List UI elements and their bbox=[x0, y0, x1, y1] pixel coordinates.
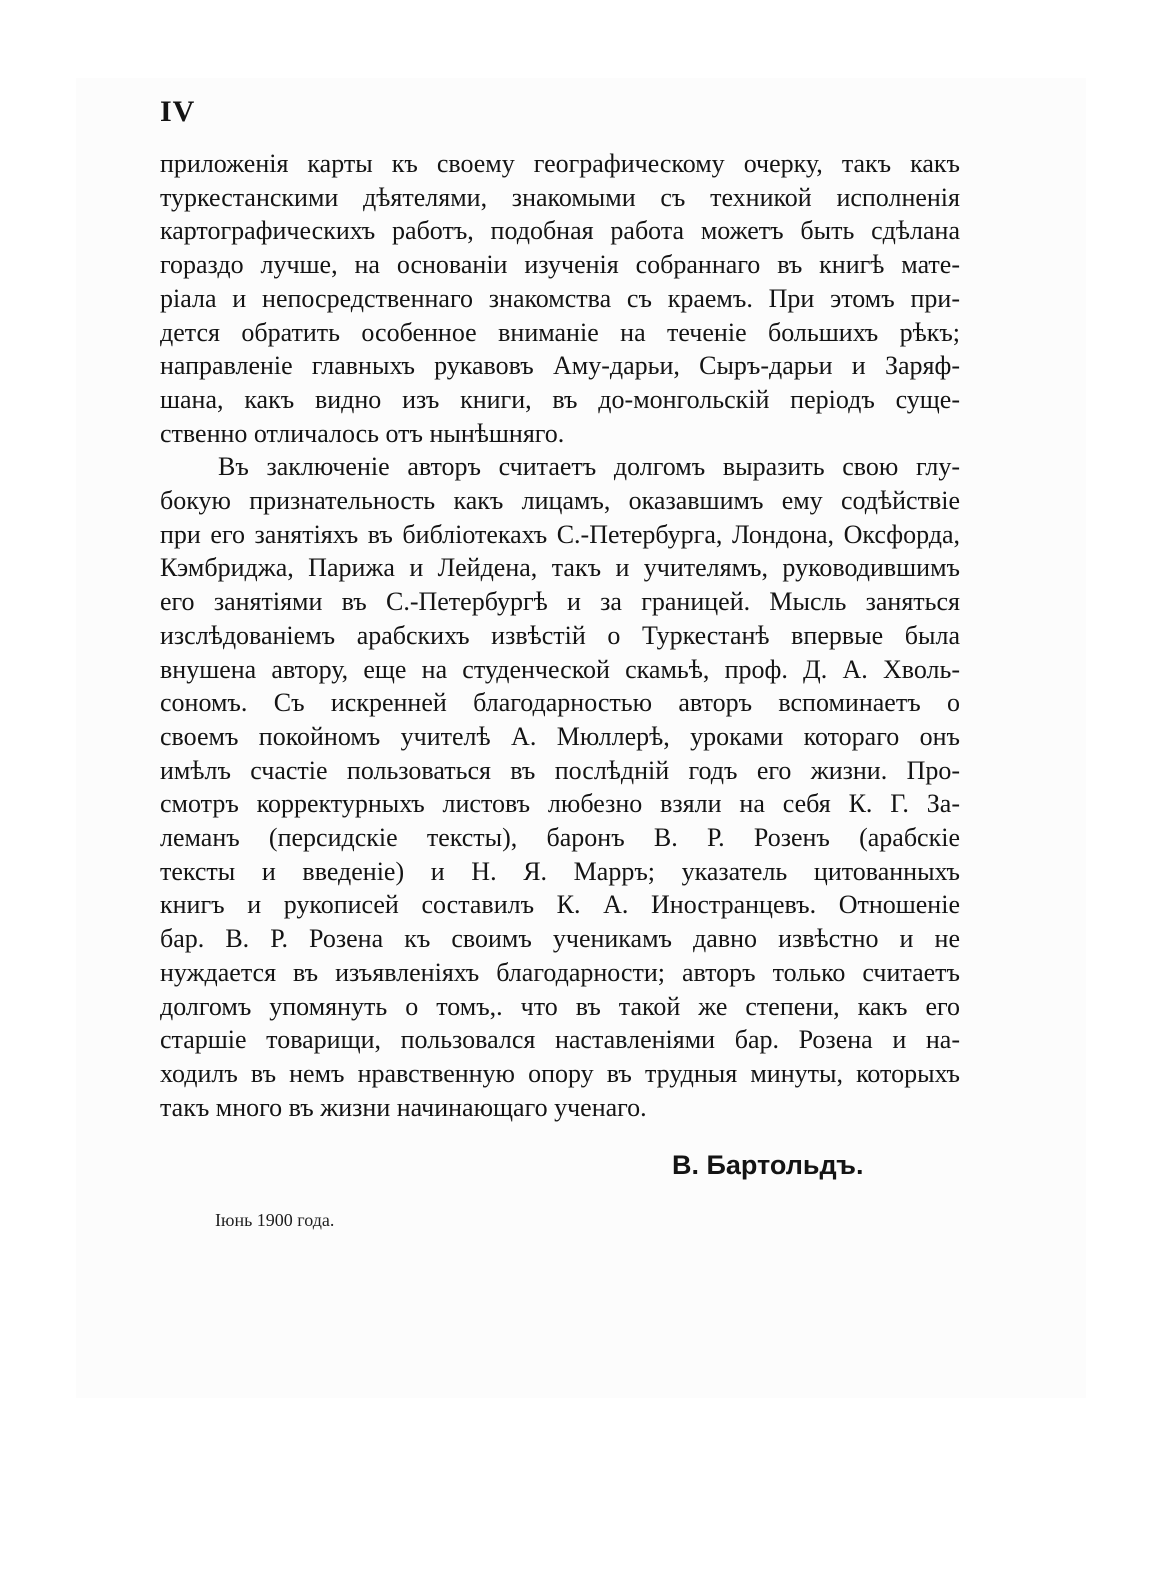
text-line: приложенія карты къ своему географическому очерку, такъ какъ bbox=[160, 149, 960, 178]
text-line: при его занятіяхъ въ библіотекахъ С.-Петербурга, Лондона, Оксфорда, bbox=[160, 519, 960, 549]
text-line: долгомъ упомянуть о томъ,. что въ такой же степени, какъ его bbox=[160, 991, 960, 1021]
date-line: Іюнь 1900 года. bbox=[215, 1210, 335, 1230]
text-line: внушена автору, еще на студенческой скамьѣ, проф. Д. А. Хволь- bbox=[160, 654, 960, 684]
paragraph-2 bbox=[160, 450, 960, 1124]
text-line: ходилъ въ немъ нравственную опору въ трудныя минуты, которыхъ bbox=[160, 1058, 960, 1088]
text-line: тексты и введеніе) и Н. Я. Марръ; указатель цитованныхъ bbox=[160, 856, 960, 886]
text-line: своемъ покойномъ учителѣ А. Мюллерѣ, уроками котораго онъ bbox=[160, 721, 960, 751]
text-line: нуждается въ изъявленіяхъ благодарности; авторъ только считаетъ bbox=[160, 957, 960, 987]
text-line: картографическихъ работъ, подобная работа можетъ быть сдѣлана bbox=[160, 216, 960, 246]
text-line: изслѣдованіемъ арабскихъ извѣстій о Туркестанѣ впервые была bbox=[160, 620, 960, 650]
text-line: такъ много въ жизни начинающаго ученаго. bbox=[160, 1092, 647, 1122]
text-line: имѣлъ счастіе пользоваться въ послѣдній годъ его жизни. Про- bbox=[160, 755, 960, 785]
author-signature: В. Бартольдъ. bbox=[672, 1150, 864, 1180]
text-line: Кэмбриджа, Парижа и Лейдена, такъ и учителямъ, руководившимъ bbox=[160, 553, 960, 583]
text-line: сономъ. Съ искренней благодарностью авторъ вспоминаетъ о bbox=[160, 688, 960, 718]
body-text bbox=[160, 147, 960, 1124]
text-line: шана, какъ видно изъ книги, въ до-монгольскій періодъ суще- bbox=[160, 384, 960, 414]
text-line: смотръ корректурныхъ листовъ любезно взяли на себя К. Г. За- bbox=[160, 789, 960, 819]
text-line: бокую признательность какъ лицамъ, оказавшимъ ему содѣйствіе bbox=[160, 486, 960, 516]
page-number: IV bbox=[160, 95, 196, 128]
text-line: Въ заключеніе авторъ считаетъ долгомъ выразить свою глу- bbox=[218, 452, 960, 482]
text-line: туркестанскими дѣятелями, знакомыми съ техникой исполненія bbox=[160, 182, 960, 212]
text-line: ственно отличалось отъ нынѣшняго. bbox=[160, 418, 565, 448]
text-line: дется обратить особенное вниманіе на теченіе большихъ рѣкъ; bbox=[160, 317, 960, 347]
text-line: направленіе главныхъ рукавовъ Аму-дарьи, Сыръ-дарьи и Заряф- bbox=[160, 351, 960, 381]
text-line: леманъ (персидскіе тексты), баронъ В. Р. Розенъ (арабскіе bbox=[160, 823, 960, 853]
text-line: его занятіями въ С.-Петербургѣ и за границей. Мысль заняться bbox=[160, 587, 960, 617]
text-line: бар. В. Р. Розена къ своимъ ученикамъ давно извѣстно и не bbox=[160, 924, 960, 954]
text-line: ріала и непосредственнаго знакомства съ краемъ. При этомъ при- bbox=[160, 283, 960, 313]
text-line: старшіе товарищи, пользовался наставленіями бар. Розена и на- bbox=[160, 1025, 960, 1055]
text-line: гораздо лучше, на основаніи изученія собраннаго въ книгѣ мате- bbox=[160, 250, 960, 280]
paragraph-1 bbox=[160, 147, 960, 450]
text-line: книгъ и рукописей составилъ К. А. Иностранцевъ. Отношеніе bbox=[160, 890, 960, 920]
